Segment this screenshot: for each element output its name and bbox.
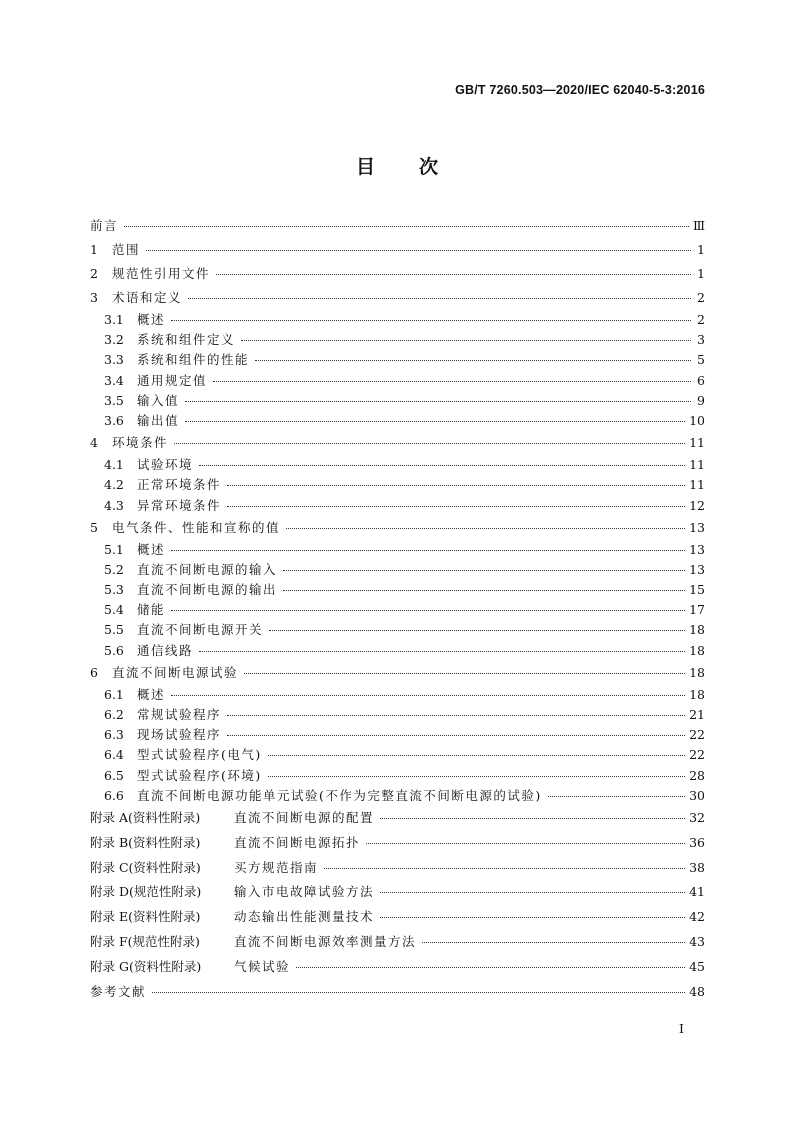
- toc-entry-page: 1: [697, 266, 705, 281]
- toc-entry-number: 1: [90, 242, 98, 257]
- toc-entry-page: 6: [697, 372, 705, 388]
- toc-entry-title: 直流不间断电源的输入: [137, 561, 278, 577]
- dot-leader: [171, 610, 685, 611]
- dot-leader: [244, 673, 685, 674]
- toc-entry-title: 现场试验程序: [137, 727, 222, 743]
- toc-entry[interactable]: [90, 262, 705, 286]
- toc-entry[interactable]: [90, 371, 705, 391]
- dot-leader: [227, 715, 685, 716]
- dot-leader: [188, 298, 691, 299]
- toc-entry-page: 22: [689, 747, 705, 763]
- toc-entry-page: 48: [689, 983, 705, 999]
- toc-entry-page: 3: [697, 332, 705, 348]
- toc-entry-title: 输入市电故障试验方法: [234, 884, 375, 900]
- dot-leader: [152, 992, 685, 993]
- toc-entry-number: 附录 D(规范性附录): [90, 884, 202, 900]
- toc-entry-page: 38: [689, 859, 705, 875]
- toc-entry-number: 2: [90, 266, 98, 281]
- toc-entry-page: 21: [689, 707, 705, 722]
- toc-entry-number: 6.3: [104, 727, 124, 743]
- dot-leader: [185, 401, 691, 402]
- toc-entry-title: 输出值: [137, 412, 180, 428]
- toc-entry-number: 6.6: [104, 787, 124, 803]
- dot-leader: [227, 506, 685, 507]
- toc-entry-number: 6.5: [104, 767, 124, 783]
- toc-entry[interactable]: [90, 905, 705, 930]
- toc-entry-page: 17: [689, 602, 705, 618]
- toc-entry[interactable]: [90, 214, 705, 238]
- toc-entry-number: 4: [90, 435, 98, 451]
- toc-entry[interactable]: [90, 745, 705, 765]
- toc-entry[interactable]: [90, 475, 705, 495]
- toc-entry-page: 18: [689, 642, 705, 658]
- toc-entry-number: 5.3: [104, 582, 124, 598]
- toc-entry-title: 直流不间断电源效率测量方法: [234, 933, 417, 949]
- toc-entry[interactable]: [90, 930, 705, 955]
- toc-entry-number: 3.2: [104, 332, 124, 348]
- toc-entry[interactable]: [90, 856, 705, 881]
- toc-entry[interactable]: [90, 806, 705, 831]
- toc-entry[interactable]: [90, 831, 705, 856]
- dot-leader: [324, 868, 685, 869]
- toc-entry-number: 3.3: [104, 352, 124, 368]
- toc-entry[interactable]: [90, 641, 705, 661]
- toc-entry-page: 32: [689, 809, 705, 825]
- toc-entry[interactable]: [90, 980, 705, 1004]
- toc-entry-page: 13: [689, 541, 705, 557]
- dot-leader: [227, 485, 685, 486]
- toc-entry-page: 13: [689, 561, 705, 577]
- toc-entry-title: 输入值: [137, 392, 180, 408]
- toc-entry-number: 附录 E(资料性附录): [90, 909, 201, 925]
- dot-leader: [548, 796, 685, 797]
- dot-leader: [269, 630, 685, 631]
- dot-leader: [380, 818, 685, 819]
- toc-entry-title: 系统和组件的性能: [137, 352, 250, 368]
- dot-leader: [380, 892, 685, 893]
- toc-entry-title: 买方规范指南: [234, 859, 319, 875]
- dot-leader: [366, 843, 685, 844]
- toc-entry[interactable]: [90, 350, 705, 370]
- toc-entry-title: 通用规定值: [137, 372, 208, 388]
- toc-entry-page: 9: [697, 392, 705, 408]
- toc-entry-page: 5: [697, 352, 705, 368]
- toc-entry[interactable]: [90, 310, 705, 330]
- toc-entry-title: 常规试验程序: [137, 707, 222, 722]
- toc-entry-title: 直流不间断电源的输出: [137, 582, 278, 598]
- dot-leader: [171, 695, 685, 696]
- toc-entry-number: 附录 A(资料性附录): [90, 809, 201, 825]
- toc-entry-number: 3.5: [104, 392, 124, 408]
- toc-entry[interactable]: [90, 880, 705, 905]
- toc-entry-number: 5.4: [104, 602, 124, 618]
- toc-entry-number: 附录 F(规范性附录): [90, 933, 200, 949]
- toc-entry-page: 42: [689, 909, 705, 925]
- toc-entry[interactable]: [90, 431, 705, 455]
- toc-entry[interactable]: [90, 238, 705, 262]
- toc-entry-title: 环境条件: [112, 435, 169, 451]
- toc-entry-page: 1: [697, 242, 705, 257]
- toc-entry-title: 直流不间断电源功能单元试验(不作为完整直流不间断电源的试验): [137, 787, 542, 803]
- toc-entry[interactable]: [90, 600, 705, 620]
- dot-leader: [171, 320, 691, 321]
- toc-entry-number: 5.5: [104, 622, 124, 638]
- dot-leader: [268, 776, 685, 777]
- toc-entry-title: 气候试验: [234, 958, 291, 974]
- toc-entry-title: 术语和定义: [112, 290, 183, 305]
- toc-entry-page: 18: [689, 664, 705, 680]
- dot-leader: [283, 570, 685, 571]
- dot-leader: [286, 528, 685, 529]
- toc-entry-number: 6.1: [104, 686, 124, 702]
- toc-entry-page: 30: [689, 787, 705, 803]
- toc-entry-title: 概述: [137, 312, 166, 327]
- toc-entry-page: 2: [697, 290, 705, 305]
- toc-entry-number: 3: [90, 290, 98, 305]
- toc-entry-number: 5.1: [104, 541, 124, 557]
- toc-entry-title: 通信线路: [137, 642, 194, 658]
- toc-entry-title: 直流不间断电源拓扑: [234, 834, 361, 850]
- toc-entry[interactable]: [90, 286, 705, 310]
- toc-entry-page: 18: [689, 622, 705, 638]
- toc-entry-title: 直流不间断电源的配置: [234, 809, 375, 825]
- dot-leader: [380, 917, 685, 918]
- toc-entry-page: 45: [689, 958, 705, 974]
- toc-entry-page: 22: [689, 727, 705, 743]
- table-of-contents: [90, 214, 705, 1004]
- dot-leader: [216, 274, 691, 275]
- page-title: 目次: [355, 156, 482, 178]
- dot-leader: [227, 735, 685, 736]
- toc-entry-page: 11: [689, 435, 705, 451]
- dot-leader: [124, 226, 689, 227]
- toc-entry[interactable]: [90, 766, 705, 786]
- toc-entry-title: 动态输出性能测量技术: [234, 909, 375, 925]
- dot-leader: [174, 443, 685, 444]
- toc-entry[interactable]: [90, 516, 705, 540]
- toc-entry-number: 4.3: [104, 497, 124, 513]
- toc-entry-title: 异常环境条件: [137, 497, 222, 513]
- toc-entry-number: 5.6: [104, 642, 124, 658]
- toc-entry-number: 5: [90, 519, 98, 535]
- toc-entry-title: 电气条件、性能和宣称的值: [112, 519, 281, 535]
- toc-entry-page: 43: [689, 933, 705, 949]
- toc-entry-number: 6.4: [104, 747, 124, 763]
- toc-entry-number: 附录 B(资料性附录): [90, 834, 201, 850]
- toc-entry-number: 6.2: [104, 707, 124, 722]
- toc-entry-page: Ⅲ: [692, 218, 705, 233]
- toc-entry[interactable]: [90, 391, 705, 411]
- dot-leader: [146, 250, 691, 251]
- dot-leader: [199, 465, 685, 466]
- toc-entry-number: 5.2: [104, 561, 124, 577]
- dot-leader: [185, 421, 685, 422]
- toc-entry-title: 试验环境: [137, 457, 194, 473]
- toc-entry-page: 11: [689, 457, 705, 473]
- dot-leader: [283, 590, 685, 591]
- toc-entry-title: 型式试验程序(环境): [137, 767, 262, 783]
- dot-leader: [199, 651, 685, 652]
- toc-entry-page: 12: [689, 497, 705, 513]
- toc-entry-title: 参考文献: [90, 983, 147, 999]
- dot-leader: [268, 755, 685, 756]
- toc-entry[interactable]: [90, 620, 705, 640]
- toc-entry-title: 概述: [137, 686, 166, 702]
- toc-entry-number: 附录 G(资料性附录): [90, 958, 202, 974]
- toc-entry[interactable]: [90, 685, 705, 705]
- dot-leader: [213, 381, 691, 382]
- dot-leader: [422, 942, 685, 943]
- toc-entry-title: 直流不间断电源开关: [137, 622, 264, 638]
- dot-leader: [241, 340, 691, 341]
- toc-entry-page: 28: [689, 767, 705, 783]
- standard-code: GB/T 7260.503—2020/IEC 62040-5-3:2016: [455, 83, 705, 97]
- toc-entry[interactable]: [90, 455, 705, 475]
- toc-entry-number: 3.1: [104, 312, 124, 327]
- page-number: I: [679, 1021, 684, 1036]
- toc-entry-number: 3.4: [104, 372, 124, 388]
- toc-entry-title: 直流不间断电源试验: [112, 664, 239, 680]
- toc-entry-page: 41: [689, 884, 705, 900]
- toc-entry-number: 6: [90, 664, 98, 680]
- toc-entry[interactable]: [90, 955, 705, 980]
- toc-entry[interactable]: [90, 330, 705, 350]
- toc-entry-page: 11: [689, 477, 705, 493]
- toc-entry-page: 10: [689, 412, 705, 428]
- toc-entry-number: 4.1: [104, 457, 124, 473]
- toc-entry-title: 概述: [137, 541, 166, 557]
- toc-entry[interactable]: [90, 411, 705, 431]
- toc-entry-number: 附录 C(资料性附录): [90, 859, 201, 875]
- toc-entry[interactable]: [90, 560, 705, 580]
- dot-leader: [296, 967, 685, 968]
- toc-entry-number: 4.2: [104, 477, 124, 493]
- dot-leader: [255, 360, 691, 361]
- toc-entry-title: 系统和组件定义: [137, 332, 236, 348]
- toc-entry[interactable]: [90, 580, 705, 600]
- toc-entry-number: 3.6: [104, 412, 124, 428]
- toc-entry-title: 型式试验程序(电气): [137, 747, 262, 763]
- toc-entry[interactable]: [90, 661, 705, 685]
- toc-entry-title: 正常环境条件: [137, 477, 222, 493]
- toc-entry[interactable]: [90, 705, 705, 725]
- toc-entry-page: 2: [697, 312, 705, 327]
- toc-entry[interactable]: [90, 540, 705, 560]
- toc-entry-title: 前言: [90, 218, 119, 233]
- toc-entry-title: 范围: [112, 242, 141, 257]
- toc-entry-page: 13: [689, 519, 705, 535]
- toc-entry-title: 储能: [137, 602, 166, 618]
- toc-entry-title: 规范性引用文件: [112, 266, 211, 281]
- dot-leader: [171, 550, 685, 551]
- toc-entry[interactable]: [90, 496, 705, 516]
- toc-entry-page: 36: [689, 834, 705, 850]
- toc-entry[interactable]: [90, 786, 705, 806]
- toc-entry[interactable]: [90, 725, 705, 745]
- toc-entry-page: 18: [689, 686, 705, 702]
- toc-entry-page: 15: [689, 582, 705, 598]
